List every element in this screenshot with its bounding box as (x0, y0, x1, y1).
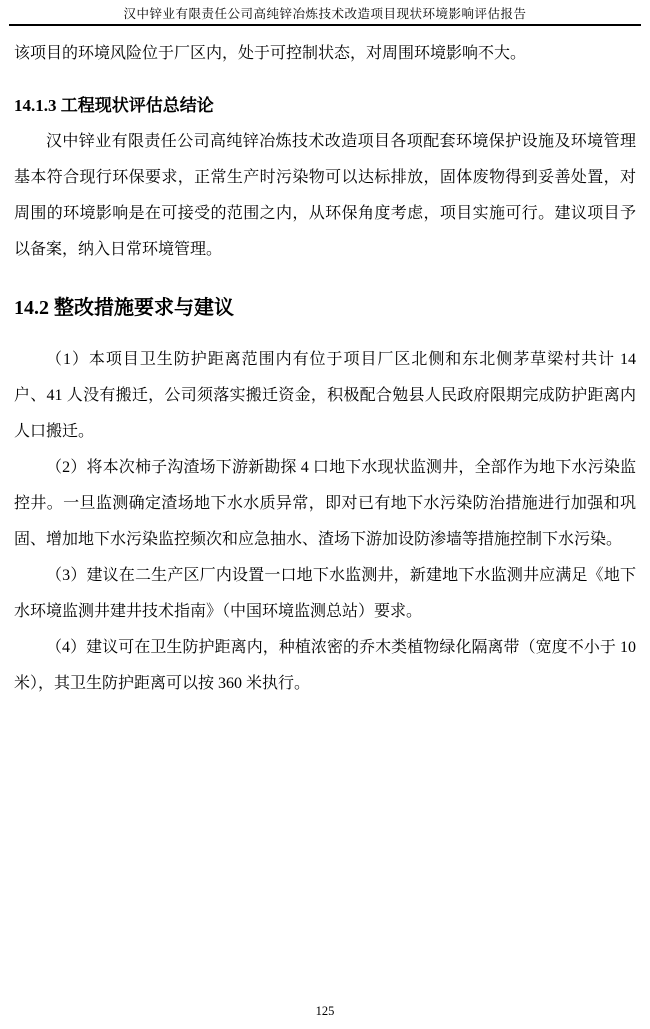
section-14-1-3-paragraph: 汉中锌业有限责任公司高纯锌冶炼技术改造项目各项配套环境保护设施及环境管理基本符合现行环保要求，正常生产时污染物可以达标排放，固体废物得到妥善处置，对周围的环境影响是在可接受的范围之内，从环保角度考虑，项目实施可行。建议项目予以备案，纳入日常环境管理。 (14, 133, 636, 258)
intro-paragraph: 该项目的环境风险位于厂区内，处于可控制状态，对周围环境影响不大。 (14, 45, 527, 62)
section-14-2-item-3: （3）建议在二生产区厂内设置一口地下水监测井，新建地下水监测井应满足《地下水环境监测井建井技术指南》（中国环境监测总站）要求。 (14, 567, 636, 620)
section-14-2-item-4: （4）建议可在卫生防护距离内，种植浓密的乔木类植物绿化隔离带（宽度不小于 10 米），其卫生防护距离可以按 360 米执行。 (14, 639, 636, 692)
page-header (9, 0, 641, 26)
heading-14-2: 14.2 整改措施要求与建议 (14, 297, 234, 319)
heading-14-1-3: 14.1.3 工程现状评估总结论 (14, 96, 214, 115)
page-content (14, 36, 636, 702)
page-number: 125 (315, 1004, 335, 1018)
section-14-2-item-1: （1）本项目卫生防护距离范围内有位于项目厂区北侧和东北侧茅草梁村共计 14 户、41 人没有搬迁，公司须落实搬迁资金，积极配合勉县人民政府限期完成防护距离内人口搬迁。 (14, 351, 636, 440)
section-14-2-item-2: （2）将本次柿子沟渣场下游新勘探 4 口地下水现状监测井，全部作为地下水污染监控井。一旦监测确定渣场地下水水质异常，即对已有地下水污染防治措施进行加强和巩固、增加地下水污染监控频次和应急抽水、渣场下游加设防渗墙等措施控制下水污染。 (14, 459, 636, 548)
report-header-title: 汉中锌业有限责任公司高纯锌冶炼技术改造项目现状环境影响评估报告 (123, 7, 527, 21)
